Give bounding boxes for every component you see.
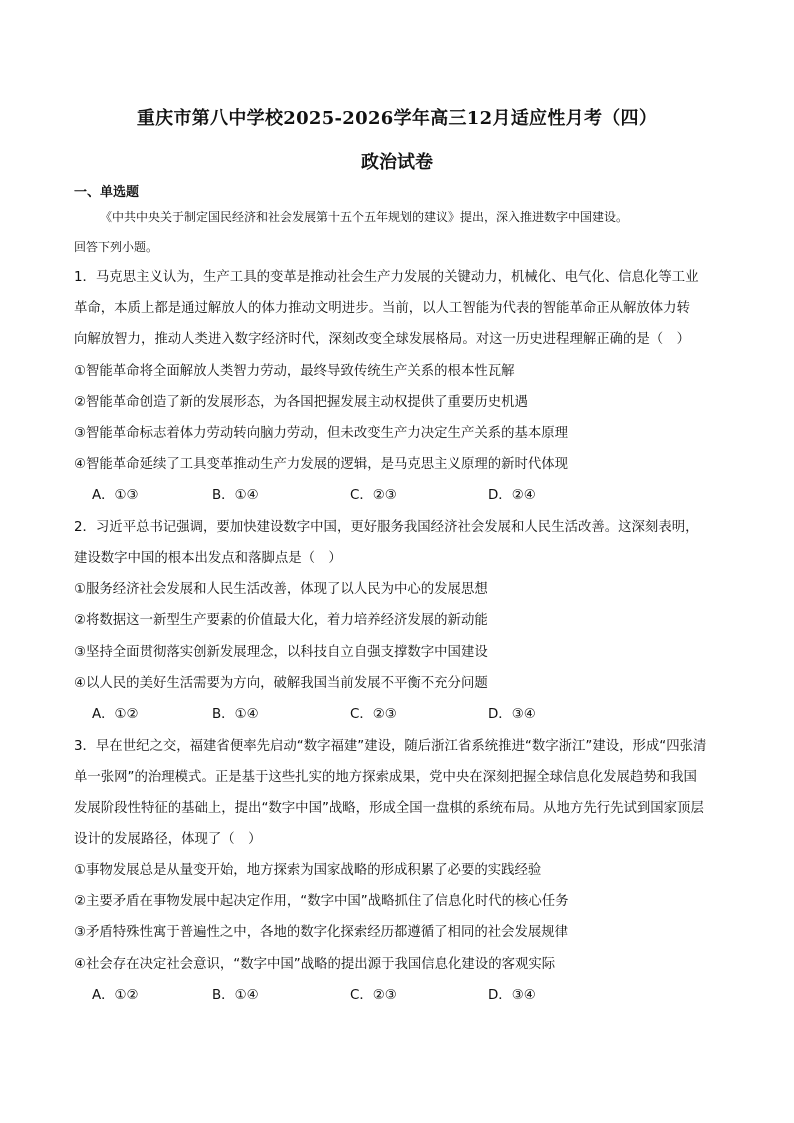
question-statement: ②智能革命创造了新的发展形态，为各国把握发展主动权提供了重要历史机遇 xyxy=(74,395,528,410)
question-stem-line: 革命，本质上都是通过解放人的体力推动文明进步。当前，以人工智能为代表的智能革命正从解放体力转 xyxy=(74,301,690,316)
option-c: C．②③ xyxy=(350,707,397,722)
question-statement: ②将数据这一新型生产要素的价值最大化，着力培养经济发展的新动能 xyxy=(74,613,488,628)
intro-line: 回答下列小题。 xyxy=(74,240,159,254)
question-stem-line: 1．马克思主义认为，生产工具的变革是推动社会生产力发展的关键动力，机械化、电气化、信息化等工业 xyxy=(74,270,699,285)
option-a: A．①③ xyxy=(92,488,139,503)
option-c: C．②③ xyxy=(350,988,397,1003)
option-a: A．①② xyxy=(92,707,139,722)
question-stem-line: 建设数字中国的根本出发点和落脚点是（ ） xyxy=(74,551,342,566)
option-b: B．①④ xyxy=(212,488,259,503)
option-d: D．②④ xyxy=(488,488,536,503)
question-statement: ③矛盾特殊性寓于普遍性之中，各地的数字化探索经历都遵循了相同的社会发展规律 xyxy=(74,925,569,940)
option-c: C．②③ xyxy=(350,488,397,503)
question-stem-line: 2．习近平总书记强调，要加快建设数字中国，更好服务我国经济社会发展和人民生活改善。这深刻表明， xyxy=(74,520,699,535)
question-statement: ②主要矛盾在事物发展中起决定作用，“数字中国”战略抓住了信息化时代的核心任务 xyxy=(74,894,569,909)
question-stem-line: 单一张网”的治理模式。正是基于这些扎实的地方探索成果，党中央在深刻把握全球信息化发展趋势和我国 xyxy=(74,770,697,785)
option-d: D．③④ xyxy=(488,707,536,722)
option-a: A．①② xyxy=(92,988,139,1003)
question-statement: ①服务经济社会发展和人民生活改善，体现了以人民为中心的发展思想 xyxy=(74,582,488,597)
intro-line: 《中共中央关于制定国民经济和社会发展第十五个五年规划的建议》提出，深入推进数字中国建设。 xyxy=(100,210,629,224)
option-b: B．①④ xyxy=(212,707,259,722)
question-statement: ④以人民的美好生活需要为方向，破解我国当前发展不平衡不充分问题 xyxy=(74,676,488,691)
question-statement: ③坚持全面贯彻落实创新发展理念，以科技自立自强支撑数字中国建设 xyxy=(74,645,488,660)
question-statement: ①智能革命将全面解放人类智力劳动，最终导致传统生产关系的根本性瓦解 xyxy=(74,364,515,379)
question-statement: ④智能革命延续了工具变革推动生产力发展的逻辑，是马克思主义原理的新时代体现 xyxy=(74,457,569,472)
question-stem-line: 向解放智力，推动人类进入数字经济时代，深刻改变全球发展格局。对这一历史进程理解正确的是（ ） xyxy=(74,332,690,347)
question-stem-line: 3．早在世纪之交，福建省便率先启动“数字福建”建设，随后浙江省系统推进“数字浙江”建设，形成“四张清 xyxy=(74,739,707,754)
section-heading: 一、单选题 xyxy=(74,185,140,200)
question-statement: ④社会存在决定社会意识，“数字中国”战略的提出源于我国信息化建设的客观实际 xyxy=(74,957,556,972)
question-statement: ③智能革命标志着体力劳动转向脑力劳动，但未改变生产力决定生产关系的基本原理 xyxy=(74,426,569,441)
exam-subtitle: 政治试卷 xyxy=(361,152,433,173)
option-d: D．③④ xyxy=(488,988,536,1003)
question-stem-line: 设计的发展路径，体现了（ ） xyxy=(74,832,262,847)
option-b: B．①④ xyxy=(212,988,259,1003)
exam-title: 重庆市第八中学校2025-2026学年高三12月适应性月考（四） xyxy=(136,108,658,129)
question-stem-line: 发展阶段性特征的基础上，提出“数字中国”战略，形成全国一盘棋的系统布局。从地方先行先试到国家顶层 xyxy=(74,801,704,816)
question-statement: ①事物发展总是从量变开始，地方探索为国家战略的形成积累了必要的实践经验 xyxy=(74,863,542,878)
